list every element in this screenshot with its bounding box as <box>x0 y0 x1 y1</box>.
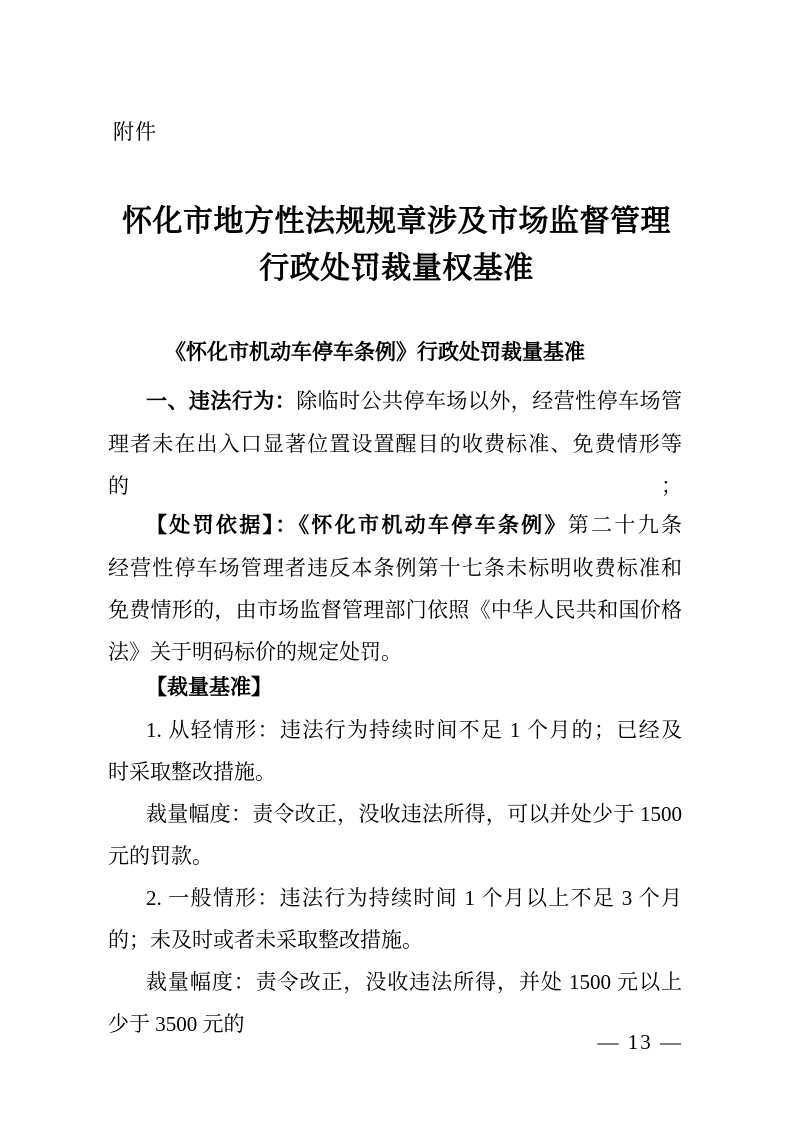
text-segment: 2. 一般情形：违法行为持续时间 1 个月以上不足 3 个月 <box>146 886 682 910</box>
text-segment: 经营性停车场管理者违反本条例第十七条未标明收费标准和 <box>108 556 682 580</box>
text-line <box>108 547 682 589</box>
text-segment: 少于 3500 元的 <box>108 1012 245 1036</box>
document-title-line-1: 怀化市地方性法规规章涉及市场监督管理 <box>122 205 671 238</box>
text-line <box>108 589 682 631</box>
paragraph-violation-behavior <box>108 380 682 507</box>
text-line <box>108 380 682 423</box>
document-title-line-2: 行政处罚裁量权基准 <box>259 252 534 285</box>
paragraph-discretion-range-2 <box>108 961 682 1045</box>
text-segment: 1. 从轻情形：违法行为持续时间不足 1 个月的；已经及 <box>146 718 682 742</box>
page-number: — 13 — <box>597 1030 683 1054</box>
text-segment: 裁量幅度：责令改正，没收违法所得，并处 1500 元以上 <box>146 970 682 994</box>
paragraph-item-2-general <box>108 877 682 961</box>
text-segment: 免费情形的，由市场监督管理部门依照《中华人民共和国价格 <box>108 598 682 622</box>
text-segment: 的；未及时或者未采取整改措施。 <box>108 928 423 952</box>
text-segment: 理者未在出入口显著位置设置醒目的收费标准、免费情形等的； <box>108 432 682 498</box>
paragraph-item-1-lenient <box>108 709 682 793</box>
body-text <box>108 380 682 1045</box>
bold-text-segment: 【裁量基准】 <box>146 676 272 699</box>
text-line <box>108 877 682 919</box>
text-segment: 时采取整改措施。 <box>108 760 276 784</box>
text-segment: 除临时公共停车场以外，经营性停车场管 <box>296 389 683 413</box>
text-line <box>108 423 682 507</box>
text-segment: 元的罚款。 <box>108 844 213 868</box>
text-line <box>108 751 682 793</box>
attachment-label: 附件 <box>113 121 157 144</box>
text-line <box>108 709 682 751</box>
text-segment: 裁量幅度：责令改正，没收违法所得，可以并处少于 1500 <box>146 802 682 826</box>
text-line <box>108 919 682 961</box>
text-line <box>108 793 682 835</box>
text-line <box>108 1003 682 1045</box>
paragraph-punishment-basis <box>108 504 682 673</box>
section-heading: 《怀化市机动车停车条例》行政处罚裁量基准 <box>165 341 585 364</box>
bold-text-segment: 一、违法行为： <box>146 390 297 413</box>
document-title <box>0 198 793 292</box>
bold-text-segment: 【处罚依据】：《怀化市机动车停车条例》 <box>146 514 568 537</box>
text-line <box>108 835 682 877</box>
text-segment: 第二十九条 <box>567 513 682 537</box>
text-line <box>108 504 682 547</box>
paragraph-discretion-range-1 <box>108 793 682 877</box>
text-segment: 法》关于明码标价的规定处罚。 <box>108 640 402 664</box>
text-line <box>108 961 682 1003</box>
